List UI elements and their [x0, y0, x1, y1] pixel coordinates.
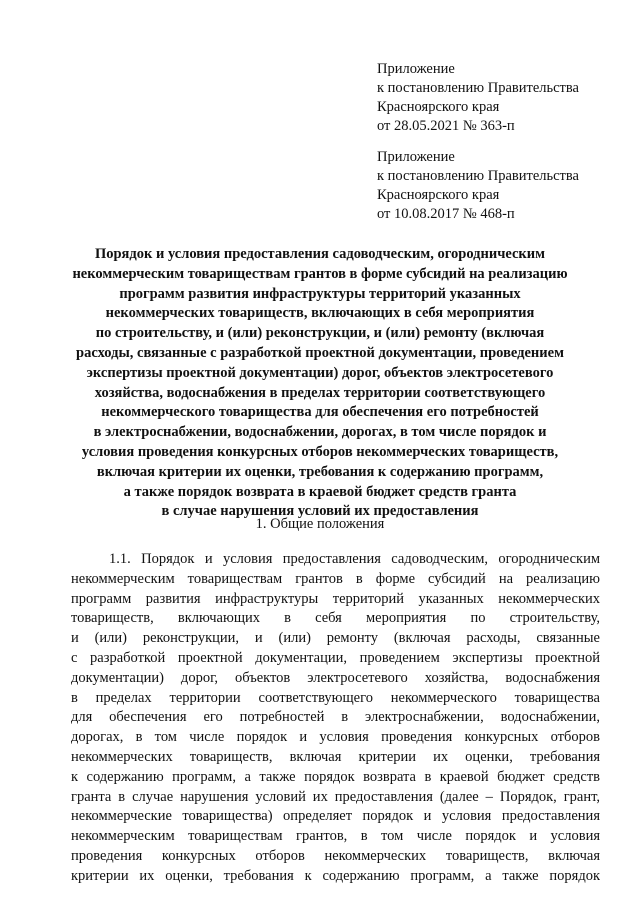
paragraph-line: к содержанию программ, а также порядок возврата в краевой бюджет средств: [71, 768, 600, 785]
title-line: некоммерческого товарищества для обеспечения его потребностей: [101, 404, 539, 421]
approval-line: Приложение: [377, 61, 455, 77]
approval-line: Красноярского края: [377, 99, 500, 115]
paragraph-line: критерии их оценки, требования к содержанию программ, а также порядок: [71, 867, 600, 884]
paragraph-line: и (или) реконструкции, и (или) ремонту (включая расходы, связанные: [71, 630, 600, 647]
paragraph-line: документации) дорог, объектов электросетевого хозяйства, водоснабжения: [71, 669, 600, 686]
paragraph-line: с разработкой проектной документации, проведением экспертизы проектной: [71, 649, 600, 666]
title-line: в электроснабжении, водоснабжении, дорогах, в том числе порядок и: [93, 424, 547, 441]
paragraph-line: программ развития инфраструктуры территорий указанных некоммерческих: [71, 590, 600, 607]
title-line: а также порядок возврата в краевой бюджет средств гранта: [123, 483, 517, 500]
title-line: некоммерческим товариществам грантов в форме субсидий на реализацию: [72, 265, 568, 282]
title-line: расходы, связанные с разработкой проектной документации, проведением: [76, 344, 564, 361]
paragraph-line: 1.1. Порядок и условия предоставления садоводческим, огородническим: [109, 551, 600, 567]
title-line: некоммерческих товариществ, включающих в себя мероприятия: [105, 305, 535, 322]
title-line: Порядок и условия предоставления садоводческим, огородническим: [94, 246, 546, 262]
paragraph-line: проведения конкурсных отборов некоммерческих товариществ, включая: [71, 847, 600, 864]
paragraph-line: некоммерческих товариществ, включая критерии их оценки, требования: [71, 748, 600, 765]
paragraph-line: гранта в случае нарушения условий их предоставления (далее – Порядок, грант,: [71, 788, 600, 805]
paragraph-line: для обеспечения его потребностей в электроснабжении, водоснабжении,: [71, 709, 600, 726]
document-title: [40, 245, 600, 522]
paragraph-1-1: [71, 550, 600, 887]
paragraph-line: некоммерческие товарищества) определяет порядок и условия предоставления: [71, 808, 600, 825]
approval-line: Красноярского края: [377, 187, 500, 203]
title-line: хозяйства, водоснабжения в пределах территории соответствующего: [94, 384, 546, 401]
paragraph-line: в пределах территории соответствующего некоммерческого товарищества: [71, 689, 600, 706]
title-line: по строительству, и (или) реконструкции, и (или) ремонту (включая: [95, 325, 545, 342]
approval-line: к постановлению Правительства: [377, 80, 579, 96]
title-line: включая критерии их оценки, требования к содержанию программ,: [96, 463, 544, 480]
title-line: программ развития инфраструктуры территорий указанных: [119, 285, 521, 302]
title-line: в случае нарушения условий их предоставления: [161, 503, 479, 520]
approval-block-2017: [377, 148, 579, 224]
title-line: экспертизы проектной документации) дорог, объектов электросетевого: [86, 364, 554, 381]
approval-line: от 28.05.2021 № 363-п: [377, 118, 515, 134]
approval-line: к постановлению Правительства: [377, 168, 579, 184]
paragraph-line: некоммерческим товариществам грантов в форме субсидий на реализацию: [71, 570, 600, 587]
paragraph-line: некоммерческим товариществам грантов, в том числе порядок и условия: [71, 828, 600, 845]
section-heading: 1. Общие положения: [255, 516, 385, 532]
approval-line: от 10.08.2017 № 468-п: [377, 206, 515, 222]
approval-block-2021: [377, 60, 579, 136]
title-line: условия проведения конкурсных отборов некоммерческих товариществ,: [81, 443, 559, 460]
paragraph-line: дорогах, в том числе порядок и условия проведения конкурсных отборов: [71, 729, 600, 746]
paragraph-line: товариществ, включающих в себя мероприятия по строительству,: [71, 610, 600, 627]
approval-line: Приложение: [377, 149, 455, 165]
